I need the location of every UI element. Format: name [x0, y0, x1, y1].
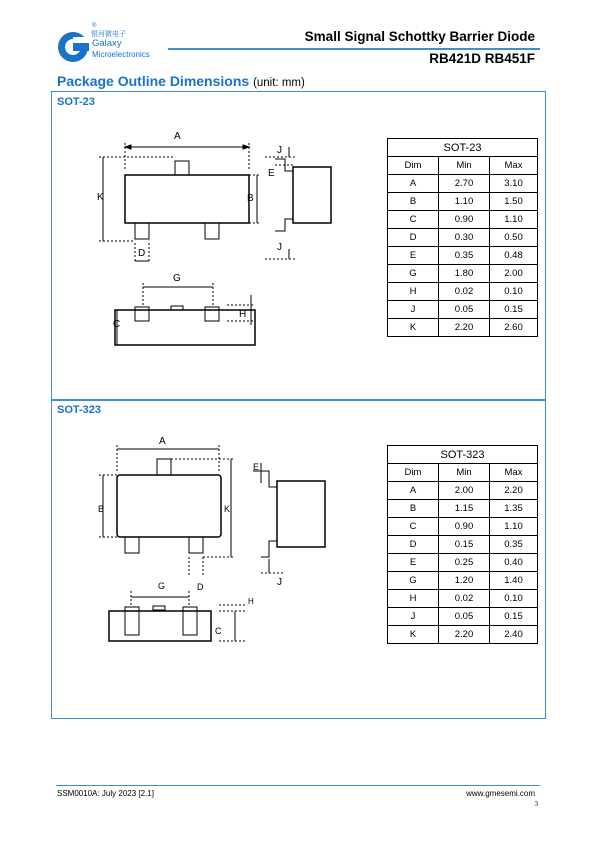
- sot23-dim-d: D: [138, 248, 146, 259]
- dim-cell: E: [388, 247, 439, 265]
- table-row: [388, 301, 538, 319]
- max-cell: 0.10: [490, 283, 538, 301]
- header-max: Max: [490, 157, 538, 175]
- sot23-dim-b: B: [247, 193, 254, 204]
- max-cell: 1.50: [490, 193, 538, 211]
- sot23-dimension-table: [387, 138, 538, 337]
- logo-name: Galaxy: [92, 38, 122, 49]
- min-cell: 1.20: [439, 572, 490, 590]
- dim-cell: K: [388, 626, 439, 644]
- header-max: Max: [490, 464, 538, 482]
- max-cell: 0.10: [490, 590, 538, 608]
- dim-cell: G: [388, 265, 439, 283]
- min-cell: 0.90: [439, 518, 490, 536]
- sot23-dim-e: E: [268, 168, 275, 179]
- table-row: [388, 554, 538, 572]
- sot323-dim-a: A: [159, 436, 166, 447]
- max-cell: 0.40: [490, 554, 538, 572]
- table-row: [388, 247, 538, 265]
- unit-note: (unit: mm): [253, 77, 305, 89]
- section-title-text: Package Outline Dimensions: [57, 73, 250, 89]
- min-cell: 0.35: [439, 247, 490, 265]
- max-cell: 1.40: [490, 572, 538, 590]
- sot23-dim-j-top: J: [277, 145, 282, 156]
- dim-cell: B: [388, 193, 439, 211]
- min-cell: 0.90: [439, 211, 490, 229]
- sot23-dim-h: H: [239, 309, 247, 320]
- dim-cell: C: [388, 211, 439, 229]
- table-row: [388, 572, 538, 590]
- sot323-dim-j: J: [277, 577, 282, 588]
- table-row: [388, 518, 538, 536]
- dim-cell: C: [388, 518, 439, 536]
- table-row: [388, 193, 538, 211]
- dim-cell: D: [388, 536, 439, 554]
- galaxy-logo-icon: [56, 27, 92, 65]
- table-row: [388, 319, 538, 337]
- dim-cell: G: [388, 572, 439, 590]
- company-logo: [56, 23, 176, 67]
- header-dim: Dim: [388, 157, 439, 175]
- min-cell: 0.02: [439, 283, 490, 301]
- part-numbers: RB421D RB451F: [429, 51, 535, 66]
- min-cell: 0.30: [439, 229, 490, 247]
- logo-chinese-name: 银河微电子: [91, 31, 126, 38]
- document-title: Small Signal Schottky Barrier Diode: [304, 29, 535, 44]
- dim-cell: A: [388, 482, 439, 500]
- dim-cell: J: [388, 301, 439, 319]
- sot323-dim-h: H: [248, 597, 254, 606]
- sot23-drawing: [95, 125, 335, 355]
- max-cell: 2.00: [490, 265, 538, 283]
- section-title: [57, 73, 305, 89]
- min-cell: 2.20: [439, 319, 490, 337]
- table-row: [388, 175, 538, 193]
- max-cell: 2.40: [490, 626, 538, 644]
- sot23-dim-a: A: [174, 131, 181, 142]
- max-cell: 0.35: [490, 536, 538, 554]
- min-cell: 2.70: [439, 175, 490, 193]
- min-cell: 0.15: [439, 536, 490, 554]
- max-cell: 3.10: [490, 175, 538, 193]
- sot323-dim-k: K: [224, 504, 231, 514]
- sot23-dim-k: K: [97, 192, 104, 203]
- table-row: [388, 283, 538, 301]
- header-rule: [168, 48, 540, 50]
- sot23-lead-right: [205, 223, 219, 239]
- dim-cell: E: [388, 554, 439, 572]
- min-cell: 2.00: [439, 482, 490, 500]
- max-cell: 0.50: [490, 229, 538, 247]
- dim-cell: B: [388, 500, 439, 518]
- min-cell: 2.20: [439, 626, 490, 644]
- sot23-table-header: [388, 157, 538, 175]
- min-cell: 1.15: [439, 500, 490, 518]
- table-row: [388, 229, 538, 247]
- sot23-dim-g: G: [173, 273, 181, 284]
- table-row: [388, 500, 538, 518]
- dim-cell: H: [388, 283, 439, 301]
- sot23-table-caption: SOT-23: [388, 139, 538, 157]
- dim-cell: H: [388, 590, 439, 608]
- table-row: [388, 536, 538, 554]
- sot23-dim-c: C: [113, 319, 121, 330]
- header-min: Min: [439, 157, 490, 175]
- sot23-lead-top: [175, 161, 189, 175]
- website-link[interactable]: www.gmesemi.com: [466, 789, 535, 798]
- min-cell: 0.25: [439, 554, 490, 572]
- sot323-dim-e: E: [253, 462, 260, 472]
- max-cell: 2.20: [490, 482, 538, 500]
- dim-cell: D: [388, 229, 439, 247]
- sot323-label: SOT-323: [57, 404, 102, 416]
- sot23-lead-left: [135, 223, 149, 239]
- footer-rule: [56, 785, 540, 786]
- min-cell: 0.02: [439, 590, 490, 608]
- document-id: SSM0010A: July 2023 [2.1]: [57, 789, 154, 798]
- max-cell: 2.60: [490, 319, 538, 337]
- header-dim: Dim: [388, 464, 439, 482]
- sot323-dim-g: G: [158, 581, 166, 591]
- dim-cell: J: [388, 608, 439, 626]
- max-cell: 1.10: [490, 211, 538, 229]
- sot23-body-top: [125, 175, 249, 223]
- header-min: Min: [439, 464, 490, 482]
- table-row: [388, 608, 538, 626]
- sot23-label: SOT-23: [57, 96, 95, 108]
- max-cell: 1.35: [490, 500, 538, 518]
- sot323-dim-d: D: [197, 582, 204, 592]
- sot323-table-caption: SOT-323: [388, 446, 538, 464]
- max-cell: 0.15: [490, 608, 538, 626]
- table-row: [388, 482, 538, 500]
- max-cell: 0.48: [490, 247, 538, 265]
- table-row: [388, 590, 538, 608]
- page-number: 3: [534, 800, 538, 808]
- max-cell: 1.10: [490, 518, 538, 536]
- dim-cell: A: [388, 175, 439, 193]
- logo-subtitle: Microelectronics: [92, 50, 150, 59]
- min-cell: 1.10: [439, 193, 490, 211]
- min-cell: 1.80: [439, 265, 490, 283]
- registered-mark: ®: [92, 23, 97, 29]
- min-cell: 0.05: [439, 608, 490, 626]
- table-row: [388, 265, 538, 283]
- sot323-table-header: [388, 464, 538, 482]
- table-row: [388, 211, 538, 229]
- table-row: [388, 626, 538, 644]
- dim-cell: K: [388, 319, 439, 337]
- sot323-dim-b: B: [98, 504, 105, 514]
- min-cell: 0.05: [439, 301, 490, 319]
- max-cell: 0.15: [490, 301, 538, 319]
- sot323-dim-c: C: [215, 626, 222, 636]
- sot23-dim-j-bottom: J: [277, 242, 282, 253]
- sot323-dimension-table: [387, 445, 538, 644]
